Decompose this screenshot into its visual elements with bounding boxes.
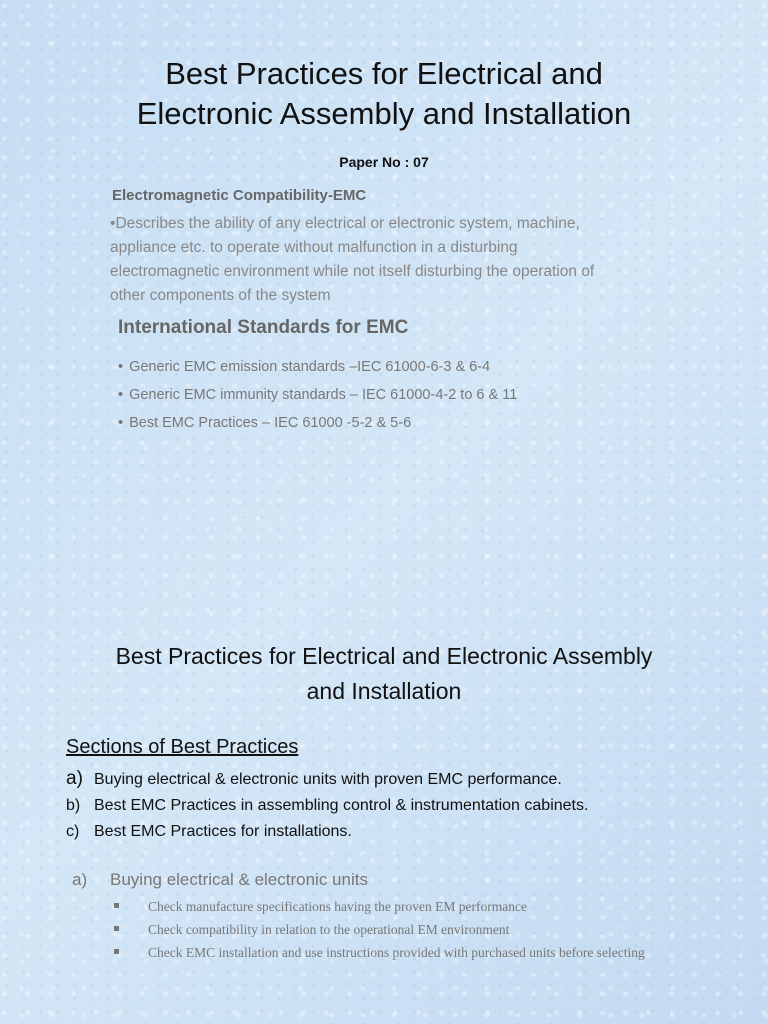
slide-2-title <box>40 639 728 709</box>
title-line-1: Best Practices for Electrical and <box>165 56 603 91</box>
list-item-text: Best EMC Practices in assembling control & instrumentation cabinets. <box>94 797 589 814</box>
list-item: • Best EMC Practices – IEC 61000 -5-2 & 5-6 <box>118 409 517 437</box>
list-marker: c) <box>66 823 80 840</box>
standards-list <box>118 353 517 437</box>
list-item <box>66 793 588 819</box>
list-item-text: Check EMC installation and use instructions provided with purchased units before selecting <box>148 945 645 960</box>
square-bullet-icon <box>114 926 119 931</box>
buying-heading <box>72 870 368 890</box>
list-item <box>110 898 670 916</box>
slide-1-title <box>40 54 728 134</box>
list-item-text: Check manufacture specifications having the proven EM performance <box>148 899 527 914</box>
bullet-icon: • <box>110 215 116 232</box>
buying-heading-text: Buying electrical & electronic units <box>110 870 368 889</box>
title-line-2: and Installation <box>306 678 462 704</box>
list-item: • Generic EMC emission standards –IEC 61000-6-3 & 6-4 <box>118 353 517 381</box>
paper-number: Paper No : 07 <box>339 154 429 170</box>
list-item <box>110 921 670 939</box>
sections-list <box>66 766 588 845</box>
list-item <box>66 766 588 793</box>
list-item-text: Buying electrical & electronic units with proven EMC performance. <box>94 771 562 788</box>
list-item <box>66 819 588 845</box>
international-standards-heading: International Standards for EMC <box>118 317 409 338</box>
list-item <box>110 944 670 962</box>
square-bullet-icon <box>114 903 119 908</box>
list-marker: b) <box>66 797 81 814</box>
emc-description-text: Describes the ability of any electrical or electronic system, machine, appliance etc. to operate without malfunction in a disturbing electromagnetic environment while not itself disturbing the operation of other components of the system <box>110 215 595 304</box>
list-marker: a) <box>66 768 83 789</box>
slide-2 <box>0 512 768 1024</box>
title-line-2: Electronic Assembly and Installation <box>136 96 632 131</box>
square-bullet-icon <box>114 949 119 954</box>
list-item-text: Check compatibility in relation to the operational EM environment <box>148 922 510 937</box>
list-item: • Generic EMC immunity standards – IEC 61000-4-2 to 6 & 11 <box>118 381 517 409</box>
emc-heading: Electromagnetic Compatibility-EMC <box>112 187 367 204</box>
title-line-1: Best Practices for Electrical and Electronic Assembly <box>115 643 653 669</box>
emc-description <box>110 212 630 308</box>
list-item-text: Best EMC Practices for installations. <box>94 823 352 840</box>
list-marker: a) <box>72 870 88 889</box>
sections-heading: Sections of Best Practices <box>66 736 299 758</box>
checks-list <box>110 898 670 967</box>
